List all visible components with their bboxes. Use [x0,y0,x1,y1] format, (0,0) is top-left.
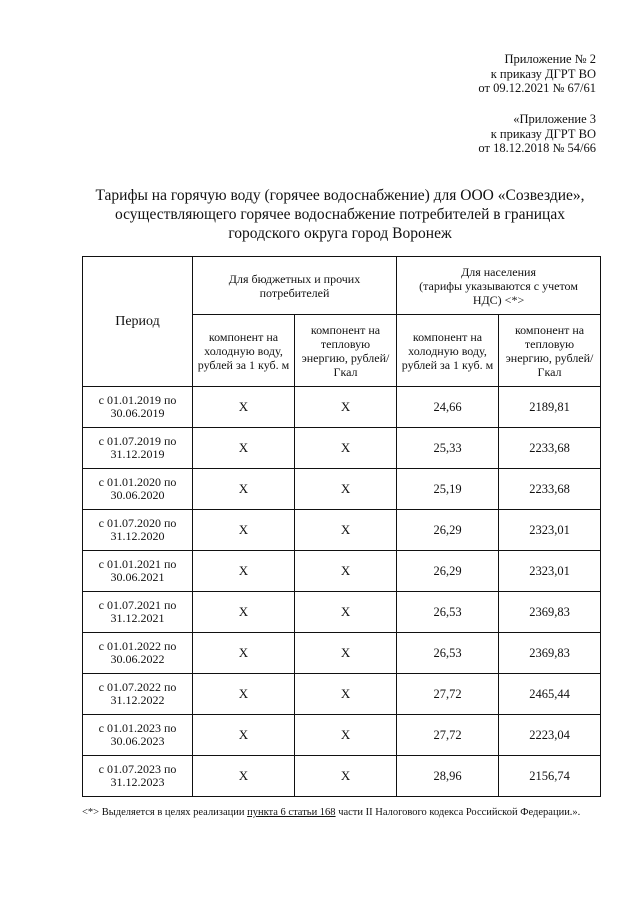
period-cell [83,756,193,797]
budget-heat-energy-cell: Х [295,674,397,715]
budget-heat-energy-cell: Х [295,428,397,469]
period-cell [83,551,193,592]
population-heat-energy-cell: 2323,01 [499,551,601,592]
population-heat-energy-cell: 2465,44 [499,674,601,715]
population-cold-water-cell: 26,53 [397,592,499,633]
population-heat-energy-cell: 2233,68 [499,428,601,469]
budget-cold-water-cell: Х [193,756,295,797]
budget-heat-energy-cell: Х [295,633,397,674]
period-end: 30.06.2020 [110,488,165,502]
budget-cold-water-cell: Х [193,551,295,592]
period-start: с 01.07.2022 по [98,679,177,694]
table-row [83,469,601,510]
period-end: 30.06.2021 [110,570,165,584]
tax-code-reference-link[interactable]: пункта 6 статьи 168 [247,807,336,818]
footnote [82,806,600,820]
population-heat-energy-header: компонент на тепловую энергию, рублей/Гкал [499,315,601,387]
population-cold-water-cell: 24,66 [397,387,499,428]
population-heat-energy-cell: 2156,74 [499,756,601,797]
population-cold-water-cell: 27,72 [397,715,499,756]
annex-order: к приказу ДГРТ ВО [490,66,596,81]
period-end: 31.12.2022 [110,693,165,707]
population-heat-energy-cell: 2369,83 [499,633,601,674]
table-row [83,510,601,551]
budget-heat-energy-cell: Х [295,469,397,510]
population-cold-water-cell: 27,72 [397,674,499,715]
budget-heat-energy-cell: Х [295,756,397,797]
period-cell [83,592,193,633]
period-end: 30.06.2019 [110,406,165,420]
annex-order: к приказу ДГРТ ВО [490,126,596,141]
period-end: 30.06.2022 [110,652,165,666]
annex-number: Приложение № 2 [504,52,596,66]
population-cold-water-cell: 26,29 [397,551,499,592]
document-title [80,186,600,243]
period-end: 30.06.2023 [110,734,165,748]
population-header-line: (тарифы указываются с учетом [419,278,578,293]
period-cell [83,510,193,551]
budget-heat-energy-header: компонент на тепловую энергию, рублей/Гкал [295,315,397,387]
title-line: городского округа город Воронеж [228,225,452,242]
tariffs-table [82,256,601,797]
population-group-header [397,257,601,315]
budget-heat-energy-cell: Х [295,551,397,592]
budget-cold-water-cell: Х [193,510,295,551]
annex-date: от 09.12.2021 № 67/61 [478,81,596,95]
table-row [83,633,601,674]
period-end: 31.12.2021 [110,611,165,625]
period-header: Период [83,257,193,387]
population-cold-water-cell: 25,33 [397,428,499,469]
budget-cold-water-cell: Х [193,428,295,469]
period-cell [83,633,193,674]
budget-group-header: Для бюджетных и прочих потребителей [193,257,397,315]
population-heat-energy-cell: 2323,01 [499,510,601,551]
annex-number: «Приложение 3 [513,112,596,126]
title-line: осуществляющего горячее водоснабжение потребителей в границах [115,206,565,223]
period-cell [83,674,193,715]
table-row [83,428,601,469]
footnote-suffix: части II Налогового кодекса Российской Федерации.». [338,807,581,818]
budget-cold-water-cell: Х [193,387,295,428]
population-cold-water-cell: 28,96 [397,756,499,797]
annex-reference-previous [478,112,596,156]
population-cold-water-cell: 26,53 [397,633,499,674]
period-start: с 01.01.2019 по [98,392,177,407]
budget-heat-energy-cell: Х [295,387,397,428]
budget-cold-water-cell: Х [193,469,295,510]
population-header-line: Для населения [461,264,536,279]
table-row [83,592,601,633]
budget-cold-water-cell: Х [193,633,295,674]
period-end: 31.12.2020 [110,529,165,543]
period-start: с 01.01.2021 по [98,556,177,571]
footnote-prefix: <*> Выделяется в целях реализации [82,807,245,818]
period-end: 31.12.2023 [110,775,165,789]
period-start: с 01.01.2022 по [98,638,177,653]
table-row [83,756,601,797]
period-cell [83,469,193,510]
budget-cold-water-cell: Х [193,674,295,715]
population-cold-water-cell: 25,19 [397,469,499,510]
period-cell [83,715,193,756]
budget-cold-water-header: компонент на холодную воду, рублей за 1 куб. м [193,315,295,387]
table-row [83,715,601,756]
population-heat-energy-cell: 2369,83 [499,592,601,633]
population-cold-water-cell: 26,29 [397,510,499,551]
period-cell [83,387,193,428]
table-row [83,674,601,715]
budget-heat-energy-cell: Х [295,510,397,551]
table-header-row [83,257,601,315]
population-heat-energy-cell: 2189,81 [499,387,601,428]
annex-date: от 18.12.2018 № 54/66 [478,141,596,155]
period-start: с 01.07.2019 по [98,433,177,448]
population-heat-energy-cell: 2233,68 [499,469,601,510]
period-start: с 01.07.2021 по [98,597,177,612]
population-heat-energy-cell: 2223,04 [499,715,601,756]
title-line: Тарифы на горячую воду (горячее водоснабжение) для ООО «Созвездие», [95,187,585,204]
annex-reference-current [478,52,596,96]
population-cold-water-header: компонент на холодную воду, рублей за 1 куб. м [397,315,499,387]
period-cell [83,428,193,469]
population-header-line: НДС) <*> [472,292,525,307]
period-start: с 01.01.2020 по [98,474,177,489]
period-start: с 01.07.2020 по [98,515,177,530]
period-end: 31.12.2019 [110,447,165,461]
period-start: с 01.01.2023 по [98,720,177,735]
budget-cold-water-cell: Х [193,715,295,756]
budget-heat-energy-cell: Х [295,715,397,756]
table-row [83,551,601,592]
table-row [83,387,601,428]
period-start: с 01.07.2023 по [98,761,177,776]
budget-cold-water-cell: Х [193,592,295,633]
budget-heat-energy-cell: Х [295,592,397,633]
